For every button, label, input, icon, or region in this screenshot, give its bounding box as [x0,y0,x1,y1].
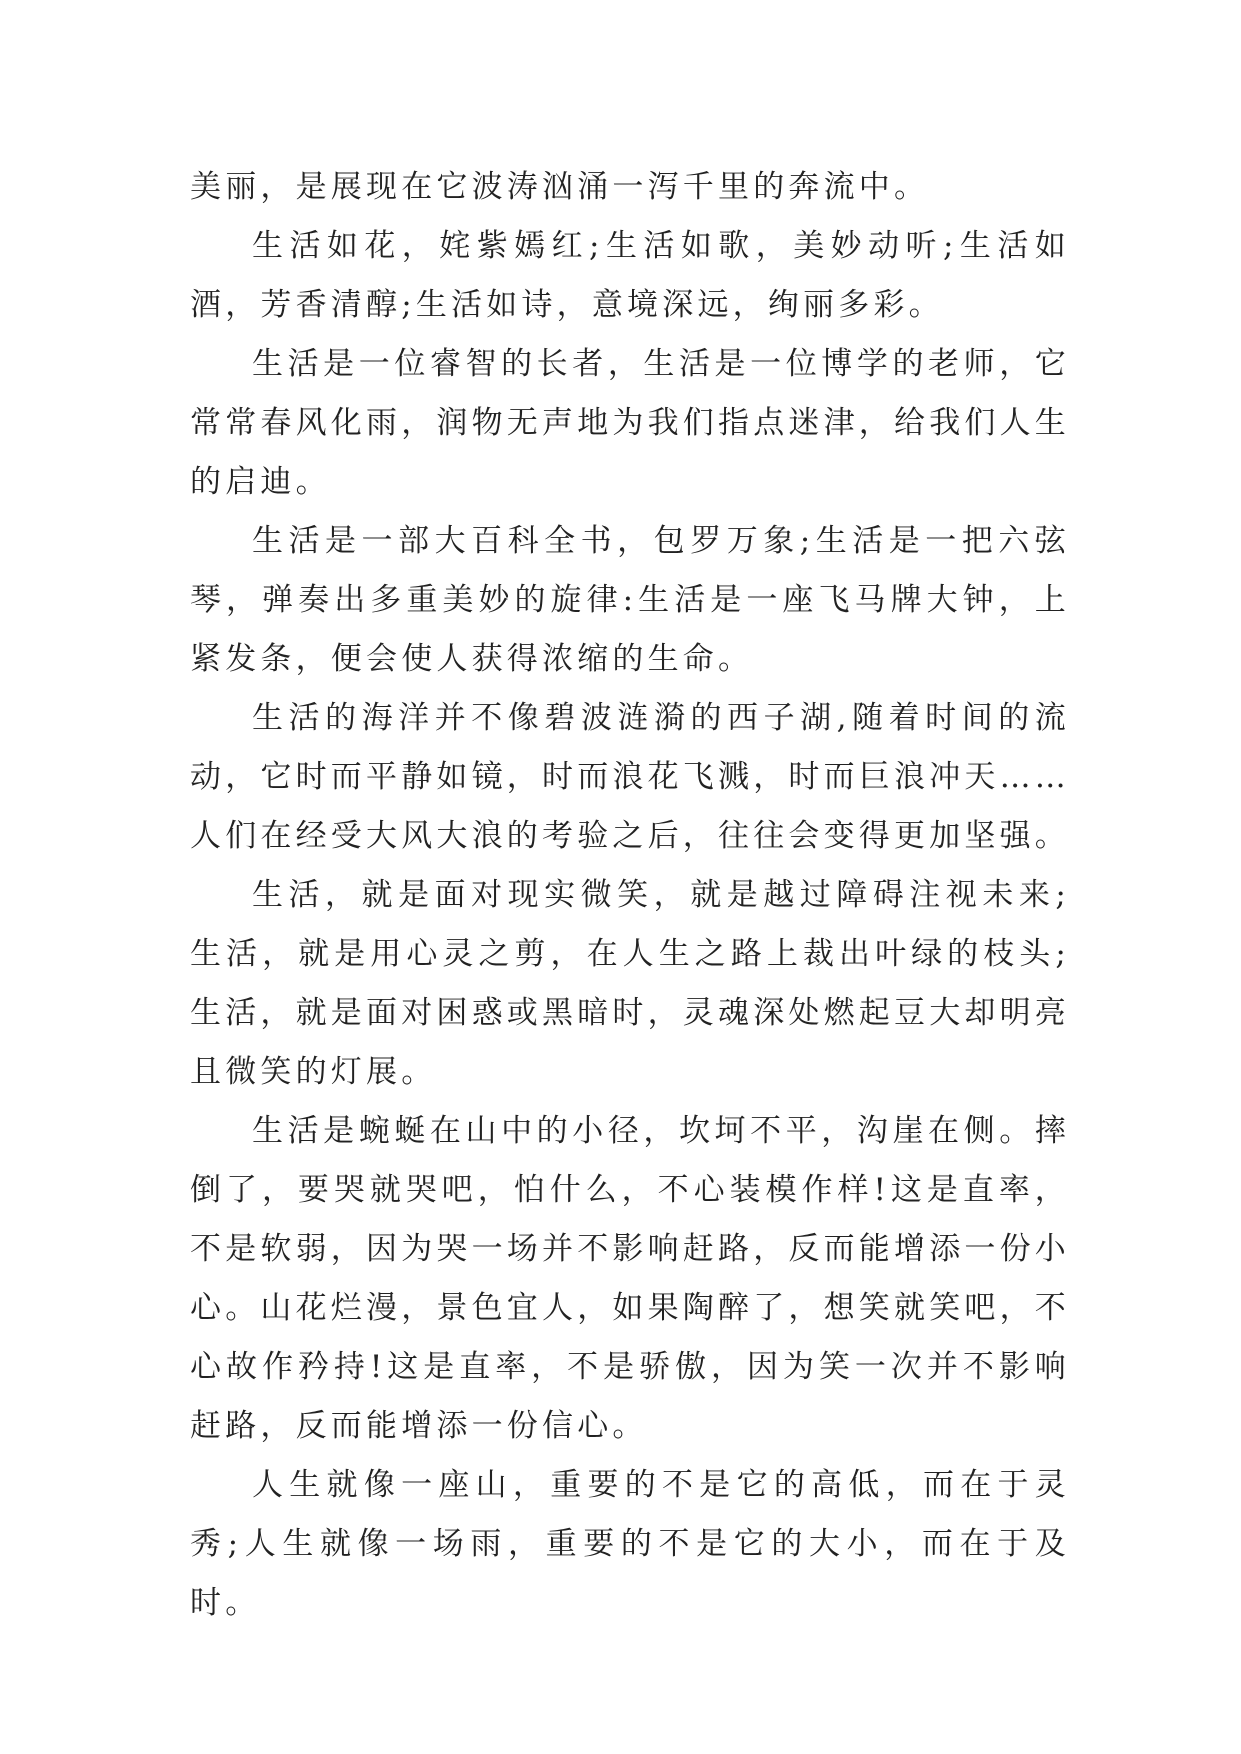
paragraph: 生活，就是面对现实微笑，就是越过障碍注视未来;生活，就是用心灵之剪，在人生之路上裁出叶绿的枝头;生活，就是面对困惑或黑暗时，灵魂深处燃起豆大却明亮且微笑的灯展。 [190,877,1070,1090]
paragraph: 生活是蜿蜒在山中的小径，坎坷不平，沟崖在侧。摔倒了，要哭就哭吧，怕什么，不心装模作样!这是直率，不是软弱，因为哭一场并不影响赶路，反而能增添一份小心。山花烂漫，景色宜人，如果陶醉了，想笑就笑吧，不心故作矜持!这是直率，不是骄傲，因为笑一次并不影响赶路，反而能增添一份信心。 [190,1113,1070,1444]
paragraph: 生活是一位睿智的长者，生活是一位博学的老师，它常常春风化雨，润物无声地为我们指点迷津，给我们人生的启迪。 [190,346,1070,500]
document-body [190,158,1070,1633]
paragraph: 生活的海洋并不像碧波涟漪的西子湖,随着时间的流动，它时而平静如镜，时而浪花飞溅，时而巨浪冲天……人们在经受大风大浪的考验之后，往往会变得更加坚强。 [190,700,1070,854]
paragraph: 人生就像一座山，重要的不是它的高低，而在于灵秀;人生就像一场雨，重要的不是它的大小，而在于及时。 [190,1467,1070,1621]
paragraph: 生活是一部大百科全书，包罗万象;生活是一把六弦琴，弹奏出多重美妙的旋律:生活是一座飞马牌大钟，上紧发条，便会使人获得浓缩的生命。 [190,523,1070,677]
paragraph: 美丽，是展现在它波涛汹涌一泻千里的奔流中。 [190,169,930,205]
paragraph: 生活如花，姹紫嫣红;生活如歌，美妙动听;生活如酒，芳香清醇;生活如诗，意境深远，绚丽多彩。 [190,228,1070,323]
